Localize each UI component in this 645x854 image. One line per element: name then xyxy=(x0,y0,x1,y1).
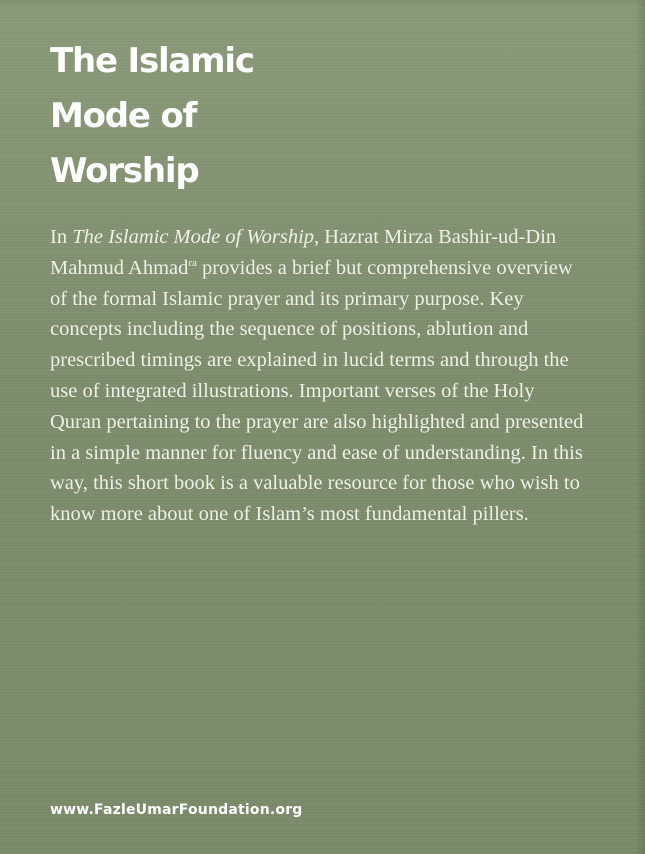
book-description xyxy=(50,222,590,530)
top-edge-shadow xyxy=(0,0,645,8)
title-line-2: Mode of xyxy=(50,96,197,136)
book-title-heading xyxy=(50,34,370,199)
blurb-honorific: ra xyxy=(188,256,197,269)
blurb-author: , Hazrat Mirza Bashir-ud-Din Mahmud Ahmad xyxy=(50,226,557,279)
title-line-1: The Islamic xyxy=(50,41,254,81)
blurb-book-title: The Islamic Mode of Worship xyxy=(72,226,315,248)
right-edge-shadow xyxy=(635,0,645,854)
blurb-body: provides a brief but comprehensive overview of the formal Islamic prayer and its primary purpose. Key concepts including the sequence of positions, ablution and prescribed timings are explained in lucid terms and through the use of integrated illustrations. Important verses of the Holy Quran pertaining to the prayer are also highlighted and presented in a simple manner for fluency and ease of understanding. In this way, this short book is a valuable resource for those who wish to know more about one of Islam’s most fundamental pillers. xyxy=(50,256,584,526)
website-url: www.FazleUmarFoundation.org xyxy=(50,802,303,818)
blurb-intro: In xyxy=(50,226,73,248)
title-line-3: Worship xyxy=(50,151,199,191)
